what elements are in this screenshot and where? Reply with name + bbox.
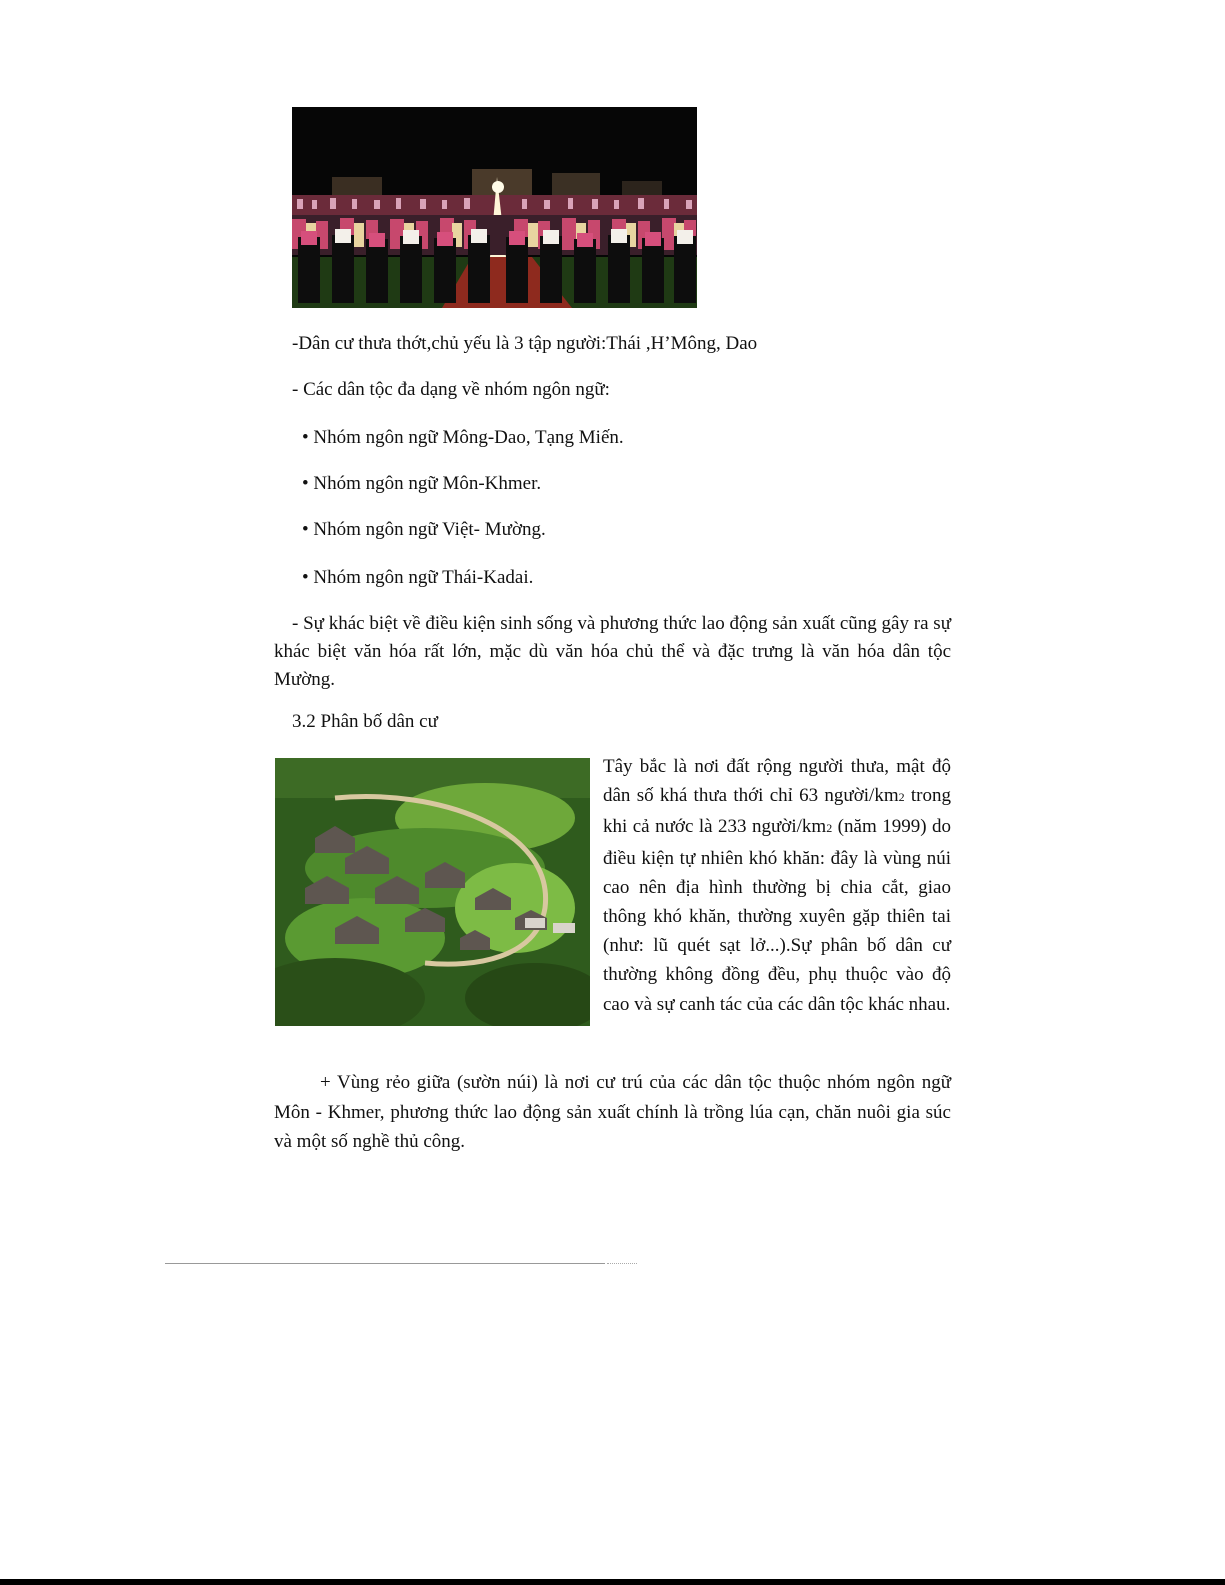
section-heading: 3.2 Phân bố dân cư — [292, 711, 438, 732]
cultural-difference-paragraph: - Sự khác biệt về điều kiện sinh sống và phương thức lao động sản xuất cũng gây ra sự khác biệt văn hóa rất lớn, mặc dù văn hóa chủ thể và đặc trưng là văn hóa dân tộc Mường. — [274, 613, 951, 690]
language-group-item: • Nhóm ngôn ngữ Thái-Kadai. — [302, 567, 534, 588]
language-group-item: • Nhóm ngôn ngữ Việt- Mường. — [302, 519, 546, 540]
footnote-dots — [607, 1263, 637, 1265]
language-groups-intro: - Các dân tộc đa dạng về nhóm ngôn ngữ: — [292, 379, 610, 400]
village-photo — [275, 758, 590, 1026]
festival-photo — [292, 107, 697, 308]
density-text-part: Tây bắc là nơi đất rộng người thưa, mật độ dân số khá thưa thới chỉ 63 người/km — [603, 756, 951, 807]
density-superscript: 2 — [898, 790, 905, 805]
festival-illustration — [292, 107, 697, 308]
population-line: -Dân cư thưa thớt,chủ yếu là 3 tập người:Thái ,H’Mông, Dao — [292, 333, 758, 354]
village-illustration — [275, 758, 590, 1026]
density-text-part: trong khi cả nước là 233 người/km — [603, 785, 951, 838]
mid-zone-paragraph: + Vùng rẻo giữa (sườn núi) là nơi cư trú của các dân tộc thuộc nhóm ngôn ngữ Môn - Khmer, phương thức lao động sản xuất chính là trồng lúa cạn, chăn nuôi gia súc và một số nghề thủ công. — [274, 1072, 951, 1152]
population-density-paragraph — [603, 752, 951, 1019]
language-group-item: • Nhóm ngôn ngữ Mông-Dao, Tạng Miến. — [302, 427, 624, 448]
density-text-part: (năm 1999) do điều kiện tự nhiên khó khăn: đây là vùng núi cao nên địa hình thường bị chia cắt, giao thông khó khăn, thường xuyên gặp thiên tai (như: lũ quét sạt lở...).Sự phân bố dân cư thường không đồng đều, phụ thuộc vào độ cao và sự canh tác của các dân tộc khác nhau. — [603, 816, 951, 1015]
density-superscript: 2 — [826, 821, 833, 836]
language-group-item: • Nhóm ngôn ngữ Môn-Khmer. — [302, 473, 542, 494]
page-bottom-edge — [0, 1579, 1225, 1585]
footnote-separator — [165, 1263, 605, 1264]
